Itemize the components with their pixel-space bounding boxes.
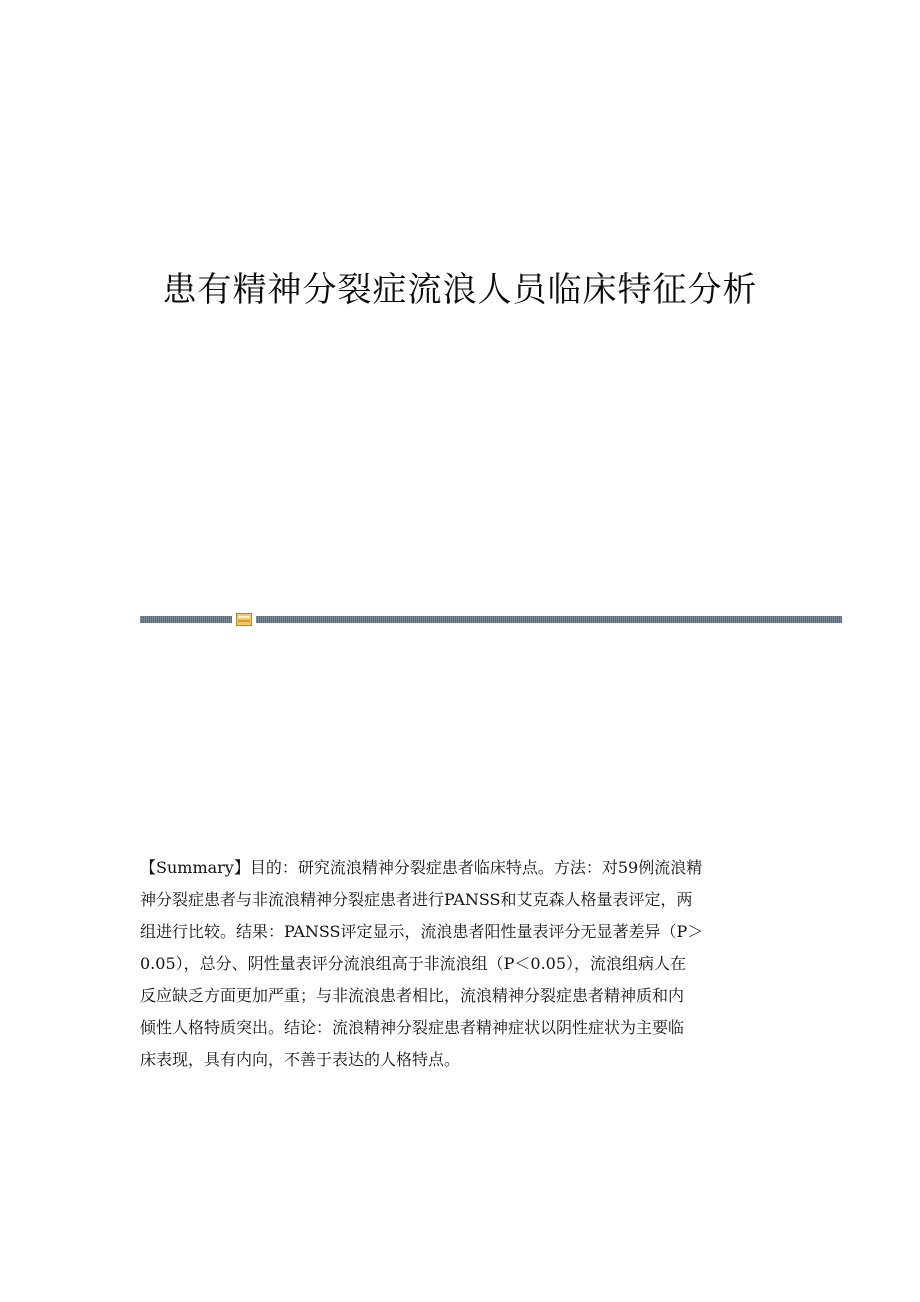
summary-paragraph bbox=[140, 852, 790, 1076]
summary-line: 0.05），总分、阴性量表评分流浪组高于非流浪组（P＜0.05），流浪组病人在 bbox=[140, 954, 687, 973]
summary-line: 床表现，具有内向，不善于表达的人格特点。 bbox=[140, 1050, 461, 1069]
summary-line: 倾性人格特质突出。结论：流浪精神分裂症患者精神症状以阴性症状为主要临 bbox=[140, 1018, 685, 1037]
divider-bar-right bbox=[256, 616, 842, 623]
summary-line: 神分裂症患者与非流浪精神分裂症患者进行PANSS和艾克森人格量表评定，两 bbox=[140, 890, 693, 909]
divider-bar-left bbox=[140, 616, 232, 623]
document-title: 患有精神分裂症流浪人员临床特征分析 bbox=[162, 270, 758, 310]
divider-emblem-icon bbox=[236, 613, 252, 626]
summary-line: 【Summary】目的：研究流浪精神分裂症患者临床特点。方法：对59例流浪精 bbox=[140, 858, 703, 877]
section-divider bbox=[140, 613, 842, 627]
summary-line: 反应缺乏方面更加严重；与非流浪患者相比，流浪精神分裂症患者精神质和内 bbox=[140, 986, 685, 1005]
summary-line: 组进行比较。结果：PANSS评定显示，流浪患者阳性量表评分无显著差异（P＞ bbox=[140, 922, 704, 941]
